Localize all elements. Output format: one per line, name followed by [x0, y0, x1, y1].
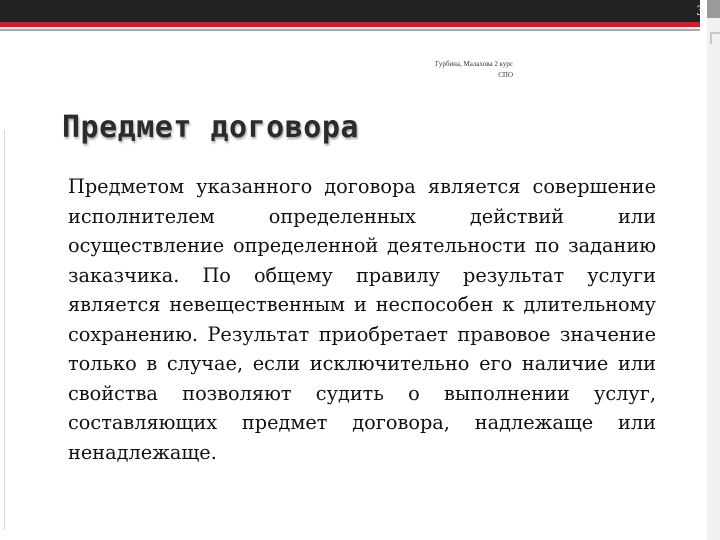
- left-edge-line: [4, 130, 5, 530]
- header-divider-line: [0, 29, 700, 31]
- slide-body-text: Предметом указанного договора является совершение исполнителем определенных действий или осуществление определенной деятельности по заданию заказчика. По общему правилу результат услуги является невещественным и неспособен к длительному сохранению. Результат приобретает правовое значение только в случае, если исключительно его наличие или свойства позволяют судить о выполнении услуг, составляющих предмет договора, надлежаще или ненадлежаще.: [68, 175, 656, 464]
- right-side-strip: [707, 0, 720, 540]
- right-strip-top-block: [707, 0, 720, 18]
- slide-number: 3: [696, 3, 704, 19]
- header-accent-line: [0, 22, 700, 27]
- corner-accent: [710, 32, 720, 44]
- slide-title: Предмет договора: [62, 110, 359, 145]
- slide-header-bar: [0, 0, 700, 22]
- author-note: Гурбина, Малахова 2 курс СПО: [435, 60, 513, 79]
